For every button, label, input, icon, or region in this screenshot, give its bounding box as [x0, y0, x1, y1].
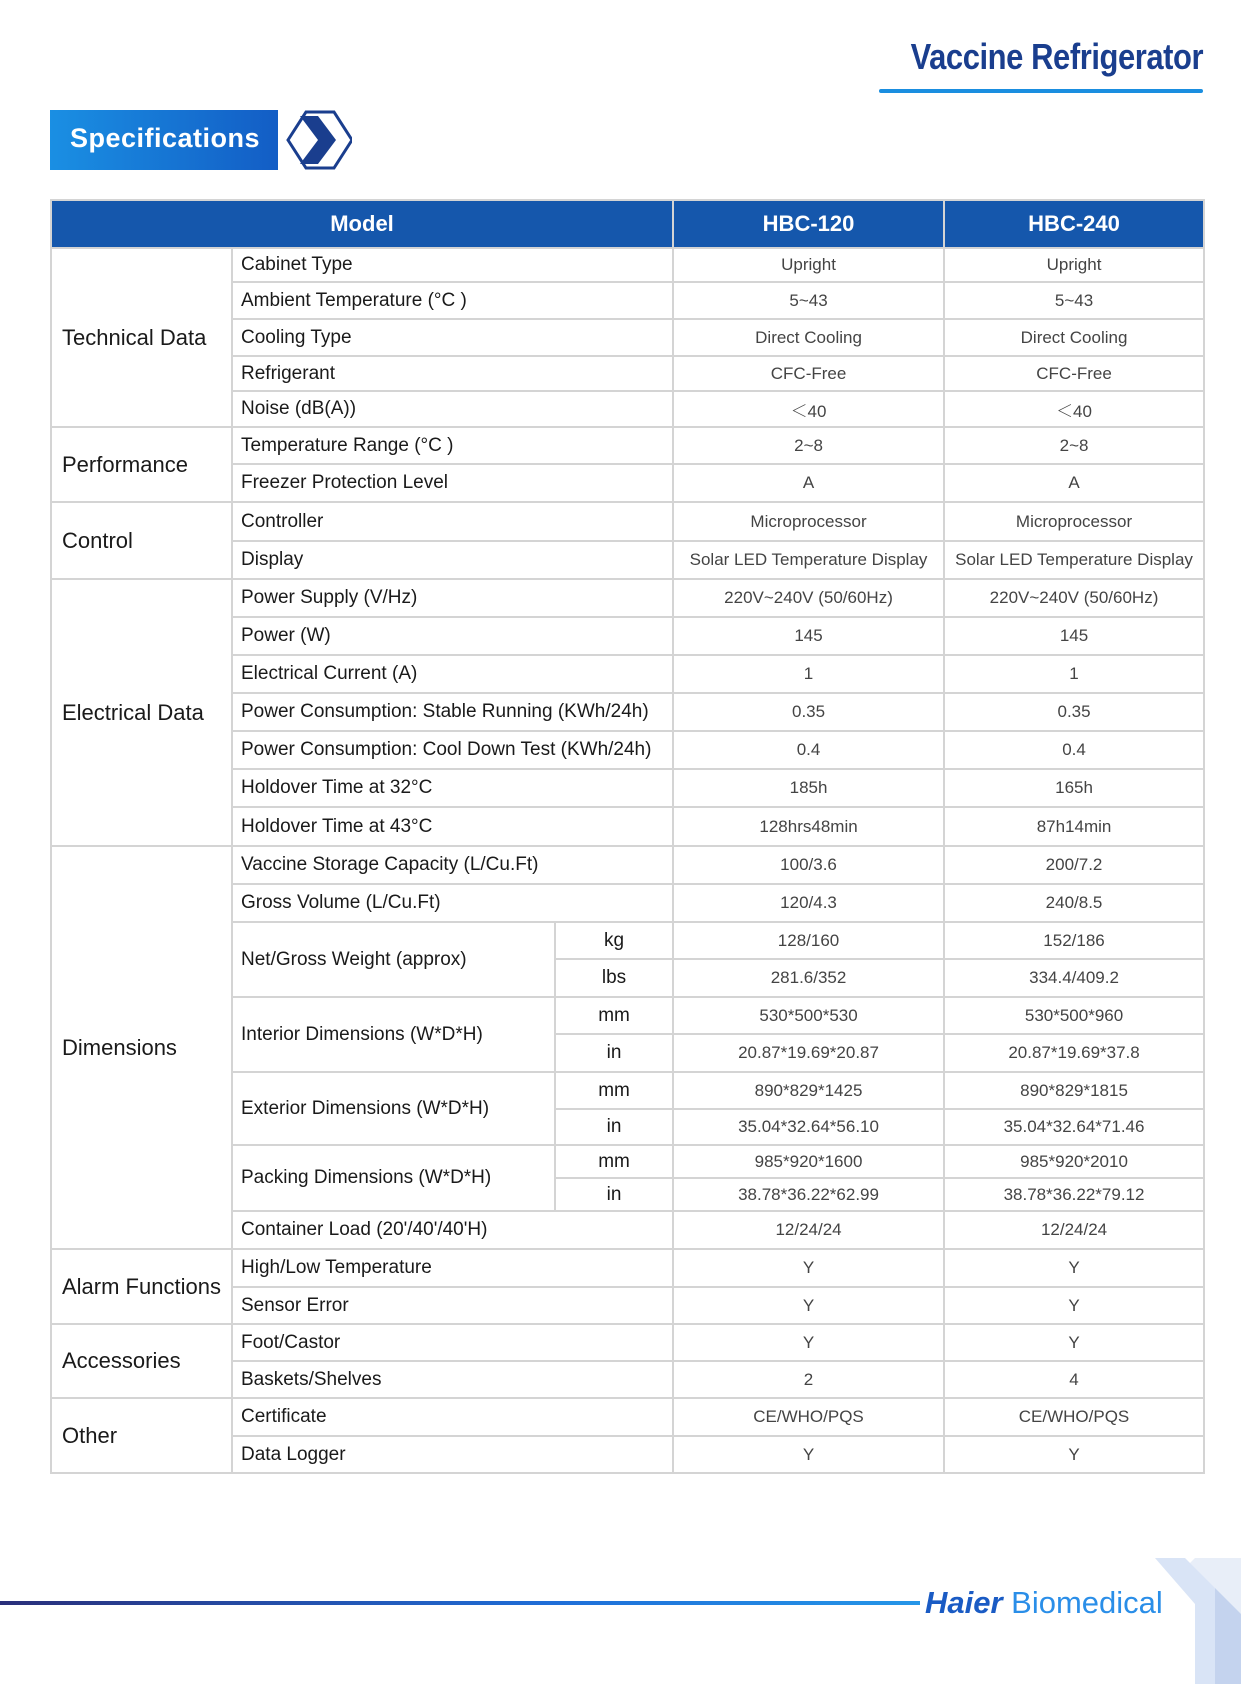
- category-dimensions: Dimensions: [51, 846, 232, 1249]
- value-cell: 5~43: [673, 282, 944, 319]
- section-banner: [50, 110, 302, 170]
- value-cell: 1: [673, 655, 944, 693]
- value-cell: 20.87*19.69*20.87: [673, 1034, 944, 1072]
- value-cell: 152/186: [944, 922, 1204, 959]
- table-row: [51, 1324, 1204, 1361]
- value-cell: Microprocessor: [944, 502, 1204, 541]
- unit-cell: mm: [555, 1072, 673, 1109]
- value-cell: 1: [944, 655, 1204, 693]
- value-cell: 0.4: [673, 731, 944, 769]
- table-row: [51, 1398, 1204, 1436]
- value-cell: 20.87*19.69*37.8: [944, 1034, 1204, 1072]
- category-other: Other: [51, 1398, 232, 1473]
- value-cell: 165h: [944, 769, 1204, 807]
- value-cell: Solar LED Temperature Display: [944, 541, 1204, 579]
- value-cell: CFC-Free: [673, 356, 944, 391]
- value-cell: ＜40: [944, 391, 1204, 427]
- value-cell: 985*920*2010: [944, 1145, 1204, 1178]
- row-label: Power (W): [232, 617, 673, 655]
- value-cell: 145: [944, 617, 1204, 655]
- category-control: Control: [51, 502, 232, 579]
- corner-decoration-icon: [1155, 1558, 1241, 1684]
- header-model: Model: [51, 200, 673, 248]
- row-label: Controller: [232, 502, 673, 541]
- value-cell: Y: [944, 1324, 1204, 1361]
- value-cell: Y: [673, 1324, 944, 1361]
- value-cell: A: [944, 464, 1204, 502]
- value-cell: 890*829*1815: [944, 1072, 1204, 1109]
- value-cell: ＜40: [673, 391, 944, 427]
- value-cell: 128/160: [673, 922, 944, 959]
- row-label: Power Consumption: Stable Running (KWh/24h): [232, 693, 673, 731]
- table-row: [51, 1249, 1204, 1287]
- value-cell: 38.78*36.22*79.12: [944, 1178, 1204, 1211]
- value-cell: 2: [673, 1361, 944, 1398]
- value-cell: Upright: [673, 248, 944, 282]
- value-cell: 87h14min: [944, 807, 1204, 846]
- chevron-right-icon: [278, 110, 352, 170]
- value-cell: Upright: [944, 248, 1204, 282]
- value-cell: 12/24/24: [944, 1211, 1204, 1249]
- header-model-1: HBC-120: [673, 200, 944, 248]
- row-label: Gross Volume (L/Cu.Ft): [232, 884, 673, 922]
- value-cell: 145: [673, 617, 944, 655]
- row-label: Noise (dB(A)): [232, 391, 673, 427]
- value-cell: 12/24/24: [673, 1211, 944, 1249]
- category-electrical-data: Electrical Data: [51, 579, 232, 846]
- value-cell: 530*500*960: [944, 997, 1204, 1034]
- row-label: Container Load (20'/40'/40'H): [232, 1211, 673, 1249]
- value-cell: Y: [673, 1249, 944, 1287]
- row-label: Data Logger: [232, 1436, 673, 1473]
- row-label: Cabinet Type: [232, 248, 673, 282]
- row-label: Ambient Temperature (°C ): [232, 282, 673, 319]
- brand-name: Haier: [925, 1585, 1003, 1620]
- value-cell: 38.78*36.22*62.99: [673, 1178, 944, 1211]
- value-cell: A: [673, 464, 944, 502]
- row-label: Power Consumption: Cool Down Test (KWh/24h): [232, 731, 673, 769]
- row-label: Certificate: [232, 1398, 673, 1436]
- row-label: Net/Gross Weight (approx): [232, 922, 555, 997]
- unit-cell: in: [555, 1178, 673, 1211]
- category-technical-data: Technical Data: [51, 248, 232, 427]
- value-cell: Direct Cooling: [673, 319, 944, 356]
- table-row: [51, 427, 1204, 464]
- header-model-2: HBC-240: [944, 200, 1204, 248]
- value-cell: 100/3.6: [673, 846, 944, 884]
- value-cell: CE/WHO/PQS: [673, 1398, 944, 1436]
- specifications-table: [50, 199, 1205, 1474]
- row-label: Electrical Current (A): [232, 655, 673, 693]
- section-banner-label: Specifications: [70, 123, 261, 153]
- table-row: [51, 846, 1204, 884]
- value-cell: CFC-Free: [944, 356, 1204, 391]
- row-label: Freezer Protection Level: [232, 464, 673, 502]
- value-cell: 128hrs48min: [673, 807, 944, 846]
- value-cell: 4: [944, 1361, 1204, 1398]
- brand-suffix: Biomedical: [1011, 1585, 1163, 1620]
- value-cell: 120/4.3: [673, 884, 944, 922]
- value-cell: 281.6/352: [673, 959, 944, 997]
- value-cell: 240/8.5: [944, 884, 1204, 922]
- category-alarm-functions: Alarm Functions: [51, 1249, 232, 1324]
- value-cell: 0.4: [944, 731, 1204, 769]
- row-label: Cooling Type: [232, 319, 673, 356]
- row-label: Temperature Range (°C ): [232, 427, 673, 464]
- footer-divider: [0, 1601, 920, 1605]
- value-cell: 200/7.2: [944, 846, 1204, 884]
- value-cell: Microprocessor: [673, 502, 944, 541]
- value-cell: 0.35: [673, 693, 944, 731]
- value-cell: 334.4/409.2: [944, 959, 1204, 997]
- value-cell: 0.35: [944, 693, 1204, 731]
- value-cell: Y: [944, 1436, 1204, 1473]
- category-performance: Performance: [51, 427, 232, 502]
- value-cell: Y: [944, 1249, 1204, 1287]
- row-label: High/Low Temperature: [232, 1249, 673, 1287]
- row-label: Holdover Time at 32°C: [232, 769, 673, 807]
- unit-cell: mm: [555, 1145, 673, 1178]
- value-cell: 35.04*32.64*71.46: [944, 1109, 1204, 1145]
- table-row: [51, 248, 1204, 282]
- value-cell: 2~8: [673, 427, 944, 464]
- row-label: Sensor Error: [232, 1287, 673, 1324]
- value-cell: 35.04*32.64*56.10: [673, 1109, 944, 1145]
- value-cell: 220V~240V (50/60Hz): [944, 579, 1204, 617]
- unit-cell: mm: [555, 997, 673, 1034]
- value-cell: Direct Cooling: [944, 319, 1204, 356]
- value-cell: CE/WHO/PQS: [944, 1398, 1204, 1436]
- row-label: Foot/Castor: [232, 1324, 673, 1361]
- unit-cell: lbs: [555, 959, 673, 997]
- value-cell: Y: [944, 1287, 1204, 1324]
- table-header-row: [51, 200, 1204, 248]
- value-cell: 185h: [673, 769, 944, 807]
- row-label: Power Supply (V/Hz): [232, 579, 673, 617]
- brand-logo: [925, 1585, 1163, 1621]
- row-label: Holdover Time at 43°C: [232, 807, 673, 846]
- title-underline: [879, 89, 1203, 93]
- row-label: Refrigerant: [232, 356, 673, 391]
- value-cell: 220V~240V (50/60Hz): [673, 579, 944, 617]
- value-cell: 5~43: [944, 282, 1204, 319]
- value-cell: Y: [673, 1287, 944, 1324]
- row-label: Packing Dimensions (W*D*H): [232, 1145, 555, 1211]
- unit-cell: in: [555, 1109, 673, 1145]
- value-cell: 985*920*1600: [673, 1145, 944, 1178]
- table-row: [51, 579, 1204, 617]
- row-label: Baskets/Shelves: [232, 1361, 673, 1398]
- page-title: Vaccine Refrigerator: [910, 36, 1203, 77]
- row-label: Exterior Dimensions (W*D*H): [232, 1072, 555, 1145]
- row-label: Interior Dimensions (W*D*H): [232, 997, 555, 1072]
- value-cell: Y: [673, 1436, 944, 1473]
- value-cell: 890*829*1425: [673, 1072, 944, 1109]
- unit-cell: kg: [555, 922, 673, 959]
- unit-cell: in: [555, 1034, 673, 1072]
- value-cell: Solar LED Temperature Display: [673, 541, 944, 579]
- category-accessories: Accessories: [51, 1324, 232, 1398]
- table-row: [51, 502, 1204, 541]
- row-label: Vaccine Storage Capacity (L/Cu.Ft): [232, 846, 673, 884]
- value-cell: 530*500*530: [673, 997, 944, 1034]
- value-cell: 2~8: [944, 427, 1204, 464]
- row-label: Display: [232, 541, 673, 579]
